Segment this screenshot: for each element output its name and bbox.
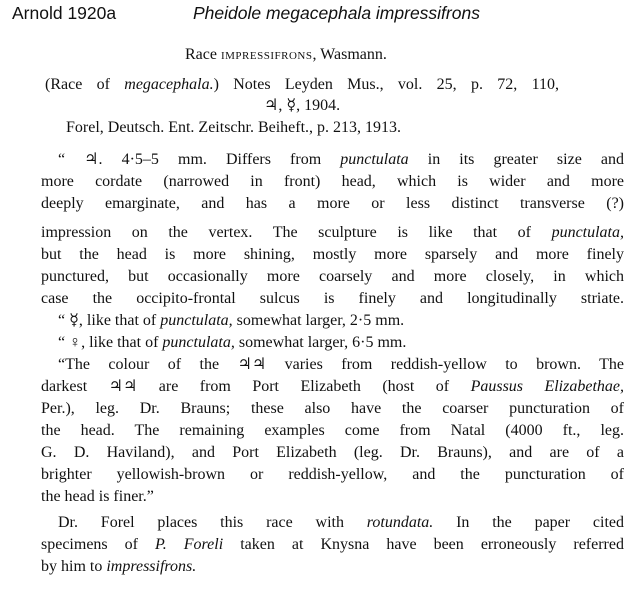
heading-prefix: Race: [185, 46, 221, 63]
heading-author: , Wasmann.: [312, 46, 387, 63]
body-line-1: “ ♃. 4·5–5 mm. Differs from punctulata in its greater size and: [58, 151, 624, 168]
body-line-10: “The colour of the ♃♃ varies from reddish-yellow to brown. The: [58, 356, 624, 373]
body-line-17: Dr. Forel places this race with rotundata. In the paper cited: [58, 514, 625, 531]
body-line-14: G. D. Haviland), and Port Elizabeth (leg. Dr. Brauns), and are of a: [41, 444, 624, 461]
heading-race-name: impressifrons: [220, 46, 313, 63]
body-line-15: brighter yellowish-brown or reddish-yellow, and the puncturation of: [41, 466, 624, 483]
body-line-13: the head. The remaining examples come from Natal (4000 ft., leg.: [41, 422, 624, 439]
body-line-19: by him to impressifrons.: [41, 558, 197, 575]
body-line-18: specimens of P. Foreli taken at Knysna have been erroneously referred: [41, 536, 624, 553]
body-line-9: “ ♀, like that of punctulata, somewhat larger, 6·5 mm.: [58, 334, 407, 351]
body-line-16: the head is finer.”: [41, 488, 154, 505]
reference-line-3: Forel, Deutsch. Ent. Zeitschr. Beiheft., p. 213, 1913.: [66, 119, 402, 136]
reference-line-2: ♃, ☿, 1904.: [264, 97, 341, 114]
body-line-11: darkest ♃♃ are from Port Elizabeth (host of Paussus Elizabethae,: [41, 378, 625, 395]
body-line-12: Per.), leg. Dr. Brauns; these also have the coarser puncturation of: [41, 400, 624, 417]
body-line-5: but the head is more shining, mostly more sparsely and more finely: [41, 246, 624, 263]
race-heading: [185, 46, 387, 64]
header-taxon: Pheidole megacephala impressifrons: [193, 3, 480, 23]
body-line-8: “ ☿, like that of punctulata, somewhat larger, 2·5 mm.: [58, 312, 405, 329]
body-line-2: more cordate (narrowed in front) head, which is wider and more: [41, 173, 624, 190]
body-line-3: deeply emarginate, and has a more or less distinct transverse (?): [41, 195, 624, 212]
body-line-6: punctured, but occasionally more coarsely and more closely, in which: [41, 268, 624, 285]
body-line-4: impression on the vertex. The sculpture is like that of punctulata,: [41, 224, 624, 241]
reference-line-1: (Race of megacephala.) Notes Leyden Mus., vol. 25, p. 72, 110,: [45, 76, 560, 93]
body-line-7: case the occipito-frontal sulcus is finely and longitudinally striate.: [41, 290, 624, 307]
header-citation: Arnold 1920a: [12, 3, 117, 23]
